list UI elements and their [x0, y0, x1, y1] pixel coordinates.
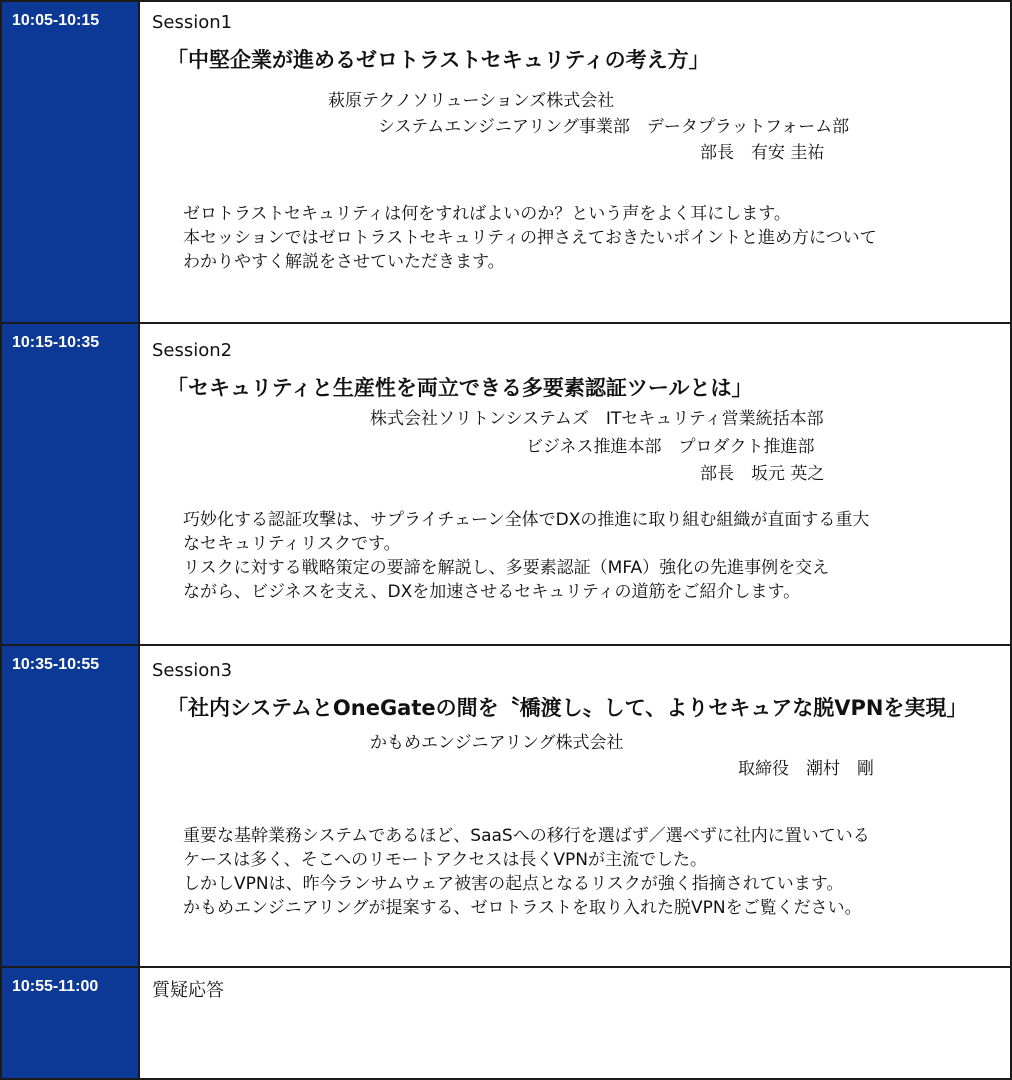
speaker-company: 萩原テクノソリューションズ株式会社 — [328, 91, 615, 111]
speaker-name: 部長 坂元 英之 — [700, 464, 825, 484]
description-line: 巧妙化する認証攻撃は、サプライチェーン全体でDXの推進に取り組む組織が直面する重大 — [183, 510, 870, 530]
speaker-name: 部長 有安 圭祐 — [700, 143, 825, 163]
session-title: 「社内システムとOneGateの間を〝橋渡し〟して、よりセキュアな脱VPNを実現」 — [167, 696, 968, 720]
session-content — [140, 968, 1010, 1078]
description-line: わかりやすく解説をさせていただきます。 — [183, 252, 505, 272]
description-line: 重要な基幹業務システムであるほど、SaaSへの移行を選ばず／選べずに社内に置いている — [183, 826, 870, 846]
description-line: しかしVPNは、昨今ランサムウェア被害の起点となるリスクが強く指摘されています。 — [183, 874, 844, 894]
session-label: 質疑応答 — [152, 980, 224, 1001]
description-line: かもめエンジニアリングが提案する、ゼロトラストを取り入れた脱VPNをご覧ください。 — [183, 898, 862, 918]
session-description — [183, 824, 870, 920]
description-line: ながら、ビジネスを支え、DXを加速させるセキュリティの道筋をご紹介します。 — [183, 582, 801, 602]
time-slot: 10:15-10:35 — [2, 324, 140, 644]
session-label: Session3 — [152, 660, 233, 681]
session-title: 「中堅企業が進めるゼロトラストセキュリティの考え方」 — [167, 48, 710, 72]
description-line: ゼロトラストセキュリティは何をすればよいのか？という声をよく耳にします。 — [183, 204, 791, 224]
session-content — [140, 324, 1010, 644]
speaker-department: ビジネス推進本部 プロダクト推進部 — [526, 437, 815, 457]
session-label: Session2 — [152, 340, 233, 361]
time-slot: 10:05-10:15 — [2, 2, 140, 322]
session-description — [183, 202, 877, 274]
speaker-company: かもめエンジニアリング株式会社 — [370, 733, 624, 753]
description-line: 本セッションではゼロトラストセキュリティの押さえておきたいポイントと進め方について — [183, 228, 877, 248]
description-line: リスクに対する戦略策定の要諦を解説し、多要素認証（MFA）強化の先進事例を交え — [183, 558, 830, 578]
session-description — [183, 508, 869, 604]
speaker-company: 株式会社ソリトンシステムズ ITセキュリティ営業統括本部 — [370, 409, 824, 429]
session-content — [140, 2, 1010, 322]
description-line: ケースは多く、そこへのリモートアクセスは長くVPNが主流でした。 — [183, 850, 708, 870]
session-label: Session1 — [152, 12, 233, 33]
description-line: なセキュリティリスクです。 — [183, 534, 401, 554]
schedule-row-session2 — [2, 324, 1010, 646]
schedule-row-session1 — [2, 2, 1010, 324]
session-title: 「セキュリティと生産性を両立できる多要素認証ツールとは」 — [167, 376, 753, 400]
time-slot: 10:35-10:55 — [2, 646, 140, 966]
speaker-name: 取締役 潮村 剛 — [738, 759, 874, 779]
session-content — [140, 646, 1010, 966]
schedule-row-qa — [2, 968, 1010, 1078]
schedule-row-session3 — [2, 646, 1010, 968]
speaker-department: システムエンジニアリング事業部 データプラットフォーム部 — [378, 117, 850, 137]
time-slot: 10:55-11:00 — [2, 968, 140, 1078]
